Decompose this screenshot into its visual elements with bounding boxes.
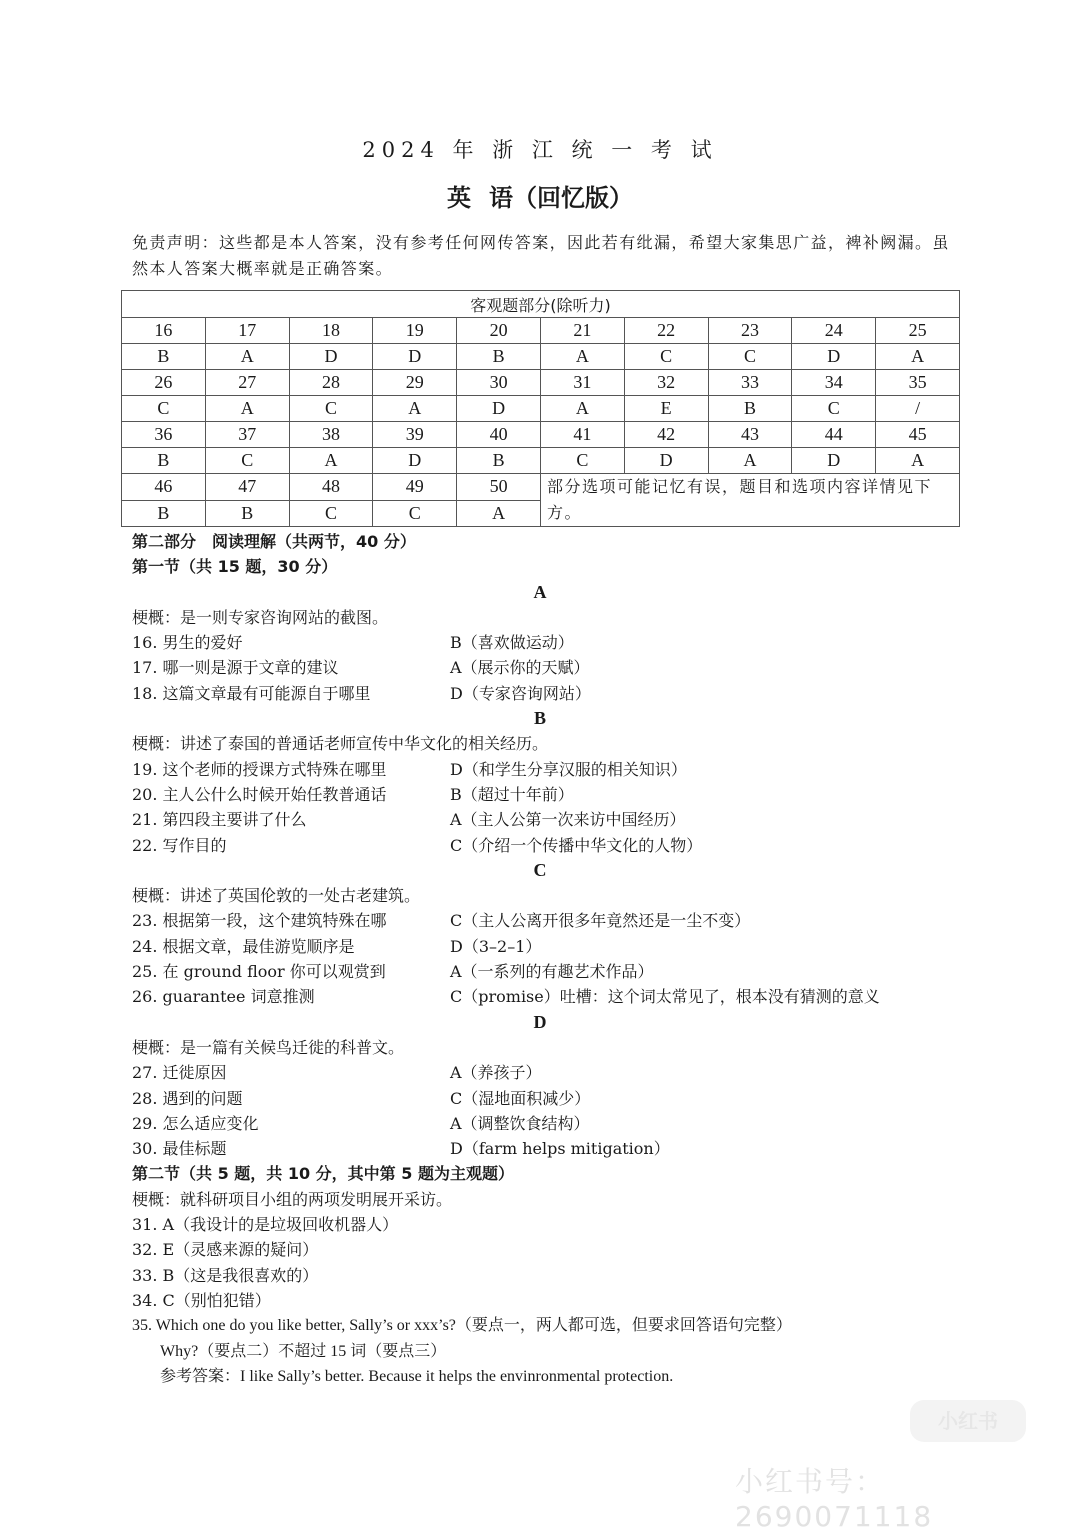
question-row — [132, 782, 962, 807]
answer-cell: C — [122, 396, 206, 422]
answer-cell: B — [122, 500, 206, 527]
answer-table-header: 客观题部分(除听力) — [122, 291, 960, 318]
answer-cell: A — [876, 344, 960, 370]
question-answer: D（和学生分享汉服的相关知识） — [450, 759, 687, 779]
question-number-cell: 17 — [205, 318, 289, 344]
question-answer: A（展示你的天赋） — [450, 658, 590, 678]
answer-cell: E — [624, 396, 708, 422]
answer-cell: A — [708, 448, 792, 474]
question-text: 21. 第四段主要讲了什么 — [132, 810, 307, 830]
question-text: 20. 主人公什么时候开始任教普通话 — [132, 784, 387, 804]
question-row — [132, 630, 962, 655]
section2-summary: 梗概：就科研项目小组的两项发明展开采访。 — [132, 1189, 453, 1209]
question-number-cell: 23 — [708, 318, 792, 344]
answer-cell: A — [205, 396, 289, 422]
answer-cell: D — [792, 344, 876, 370]
answer-cell: C — [373, 500, 457, 527]
question-row — [132, 757, 962, 782]
passage-letter: C — [533, 859, 547, 880]
part2-title: 第二部分 阅读理解（共两节，40 分） — [132, 532, 416, 551]
disclaimer: 免责声明：这些都是本人答案，没有参考任何网传答案，因此若有纰漏，希望大家集思广益，裨补阙漏。虽然本人答案大概率就是正确答案。 — [132, 233, 950, 278]
answer-cell: B — [457, 344, 541, 370]
answer-cell: B — [708, 396, 792, 422]
answer-cell: D — [289, 344, 373, 370]
q35-line3: 参考答案：I like Sally’s better. Because it helps the envinronmental protection. — [160, 1367, 674, 1385]
answer-cell: D — [373, 344, 457, 370]
question-number-cell: 41 — [540, 422, 624, 448]
answer-cell: C — [289, 500, 373, 527]
question-number-cell: 39 — [373, 422, 457, 448]
passage-summary: 梗概：是一篇有关候鸟迁徙的科普文。 — [132, 1037, 405, 1057]
subject-title-a: 英 — [447, 184, 471, 212]
answer-cell: B — [122, 448, 206, 474]
question-text: 28. 遇到的问题 — [132, 1088, 243, 1108]
question-answer: C（介绍一个传播中华文化的人物） — [450, 835, 703, 855]
answer-cell: C — [540, 448, 624, 474]
question-row — [132, 959, 962, 984]
question-text: 19. 这个老师的授课方式特殊在哪里 — [132, 759, 387, 779]
question-number-cell: 47 — [205, 474, 289, 501]
question-number-cell: 29 — [373, 370, 457, 396]
answer-number-row — [122, 422, 960, 448]
answer-letter-row — [122, 396, 960, 422]
question-number-cell: 35 — [876, 370, 960, 396]
question-number-cell: 43 — [708, 422, 792, 448]
passage-summary: 梗概：是一则专家咨询网站的截图。 — [132, 607, 389, 627]
question-number-cell: 21 — [540, 318, 624, 344]
question-answer: A（主人公第一次来访中国经历） — [450, 810, 686, 830]
answer-cell: D — [792, 448, 876, 474]
answer-cell: A — [540, 396, 624, 422]
question-number-cell: 30 — [457, 370, 541, 396]
question-answer: A（养孩子） — [450, 1063, 542, 1083]
question-row — [132, 1111, 962, 1136]
answer-table-note: 部分选项可能记忆有误，题目和选项内容详情见下方。 — [540, 474, 959, 527]
passage-letter: D — [533, 1011, 547, 1032]
section1-title: 第一节（共 15 题，30 分） — [132, 557, 338, 577]
question-row — [132, 908, 962, 933]
answer-letter-row — [122, 448, 960, 474]
answer-cell: D — [373, 448, 457, 474]
question-row — [132, 655, 962, 680]
answer-cell: B — [205, 500, 289, 527]
question-text: 26. guarantee 词意推测 — [132, 987, 315, 1007]
question-answer: D（3–2–1） — [450, 936, 542, 956]
question-number-cell: 26 — [122, 370, 206, 396]
answer-cell: A — [876, 448, 960, 474]
question-text: 23. 根据第一段，这个建筑特殊在哪 — [132, 911, 387, 931]
answer-cell: D — [457, 396, 541, 422]
q35-line2: Why?（要点二）不超过 15 词（要点三） — [160, 1342, 447, 1360]
question-row — [132, 681, 962, 706]
question-text: 22. 写作目的 — [132, 835, 227, 855]
question-answer: C（主人公离开很多年竟然还是一尘不变） — [450, 911, 751, 931]
section2-answer: 32. E（灵感来源的疑问） — [132, 1240, 319, 1260]
passages — [132, 580, 962, 1162]
section2-answer: 34. C（别怕犯错） — [132, 1290, 271, 1310]
answer-cell: A — [540, 344, 624, 370]
question-text: 30. 最佳标题 — [132, 1139, 227, 1159]
section2-title: 第二节（共 5 题，共 10 分，其中第 5 题为主观题） — [132, 1164, 514, 1184]
question-number-cell: 45 — [876, 422, 960, 448]
question-text: 16. 男生的爱好 — [132, 633, 243, 653]
question-answer: C（湿地面积减少） — [450, 1088, 591, 1108]
section2-answer: 33. B（这是我很喜欢的） — [132, 1265, 319, 1285]
question-row — [132, 833, 962, 858]
passage-summary: 梗概：讲述了英国伦敦的一处古老建筑。 — [132, 886, 421, 906]
subject-title-b: 语（回忆版） — [489, 184, 633, 212]
question-number-cell: 48 — [289, 474, 373, 501]
section2-answer: 31. A（我设计的是垃圾回收机器人） — [132, 1215, 399, 1235]
question-number-cell: 46 — [122, 474, 206, 501]
question-number-cell: 27 — [205, 370, 289, 396]
q35-line1: 35. Which one do you like better, Sally’s or xxx’s?（要点一，两人都可选，但要求回答语句完整） — [132, 1317, 792, 1335]
answer-letter-row — [122, 344, 960, 370]
answer-cell: A — [457, 500, 541, 527]
answer-cell: C — [708, 344, 792, 370]
answer-cell: C — [792, 396, 876, 422]
question-number-cell: 36 — [122, 422, 206, 448]
watermark-account: 小红书号：2690071118 — [735, 1465, 934, 1533]
subject-title — [0, 178, 1080, 213]
question-text: 17. 哪一则是源于文章的建议 — [132, 658, 339, 678]
answer-cell: A — [373, 396, 457, 422]
question-number-cell: 33 — [708, 370, 792, 396]
section2-answers — [132, 1212, 962, 1313]
reading-part — [132, 529, 962, 1389]
answer-cell: / — [876, 396, 960, 422]
question-number-cell: 38 — [289, 422, 373, 448]
question-text: 27. 迁徙原因 — [132, 1063, 227, 1083]
question-answer: A（一系列的有趣艺术作品） — [450, 962, 654, 982]
question-answer: A（调整饮食结构） — [450, 1113, 590, 1133]
passage-summary: 梗概：讲述了泰国的普通话老师宣传中华文化的相关经历。 — [132, 734, 549, 754]
answer-number-row — [122, 318, 960, 344]
question-answer: C（promise）吐槽：这个词太常见了，根本没有猜测的意义 — [450, 987, 880, 1007]
question-row — [132, 1086, 962, 1111]
question-number-cell: 44 — [792, 422, 876, 448]
question-number-cell: 42 — [624, 422, 708, 448]
question-number-cell: 24 — [792, 318, 876, 344]
question-text: 29. 怎么适应变化 — [132, 1113, 259, 1133]
answer-cell: B — [457, 448, 541, 474]
question-number-cell: 20 — [457, 318, 541, 344]
question-text: 24. 根据文章，最佳游览顺序是 — [132, 936, 355, 956]
answer-cell: D — [624, 448, 708, 474]
question-answer: D（专家咨询网站） — [450, 683, 591, 703]
question-number-cell: 40 — [457, 422, 541, 448]
question-row — [132, 984, 962, 1009]
question-answer: B（喜欢做运动） — [450, 633, 574, 653]
question-number-cell: 16 — [122, 318, 206, 344]
question-answer: D（farm helps mitigation） — [450, 1139, 670, 1159]
answer-cell: A — [289, 448, 373, 474]
exam-title: 2024 年 浙 江 统 一 考 试 — [362, 138, 718, 162]
question-number-cell: 34 — [792, 370, 876, 396]
question-number-cell: 25 — [876, 318, 960, 344]
question-number-cell: 19 — [373, 318, 457, 344]
question-number-cell: 37 — [205, 422, 289, 448]
question-answer: B（超过十年前） — [450, 784, 574, 804]
question-number-cell: 18 — [289, 318, 373, 344]
question-row — [132, 1136, 962, 1161]
question-number-cell: 28 — [289, 370, 373, 396]
question-row — [132, 934, 962, 959]
answer-number-row — [122, 474, 960, 501]
question-number-cell: 31 — [540, 370, 624, 396]
question-number-cell: 49 — [373, 474, 457, 501]
watermark-logo: 小红书 — [910, 1400, 1026, 1442]
passage-letter: B — [533, 708, 546, 729]
question-number-cell: 50 — [457, 474, 541, 501]
answer-cell: B — [122, 344, 206, 370]
passage-letter: A — [533, 581, 547, 602]
answer-number-row — [122, 370, 960, 396]
question-row — [132, 807, 962, 832]
answer-table — [121, 290, 960, 527]
question-number-cell: 22 — [624, 318, 708, 344]
question-number-cell: 32 — [624, 370, 708, 396]
answer-cell: C — [205, 448, 289, 474]
answer-cell: C — [289, 396, 373, 422]
answer-cell: A — [205, 344, 289, 370]
question-text: 18. 这篇文章最有可能源自于哪里 — [132, 683, 371, 703]
question-text: 25. 在 ground floor 你可以观赏到 — [132, 962, 386, 982]
question-row — [132, 1060, 962, 1085]
answer-cell: C — [624, 344, 708, 370]
